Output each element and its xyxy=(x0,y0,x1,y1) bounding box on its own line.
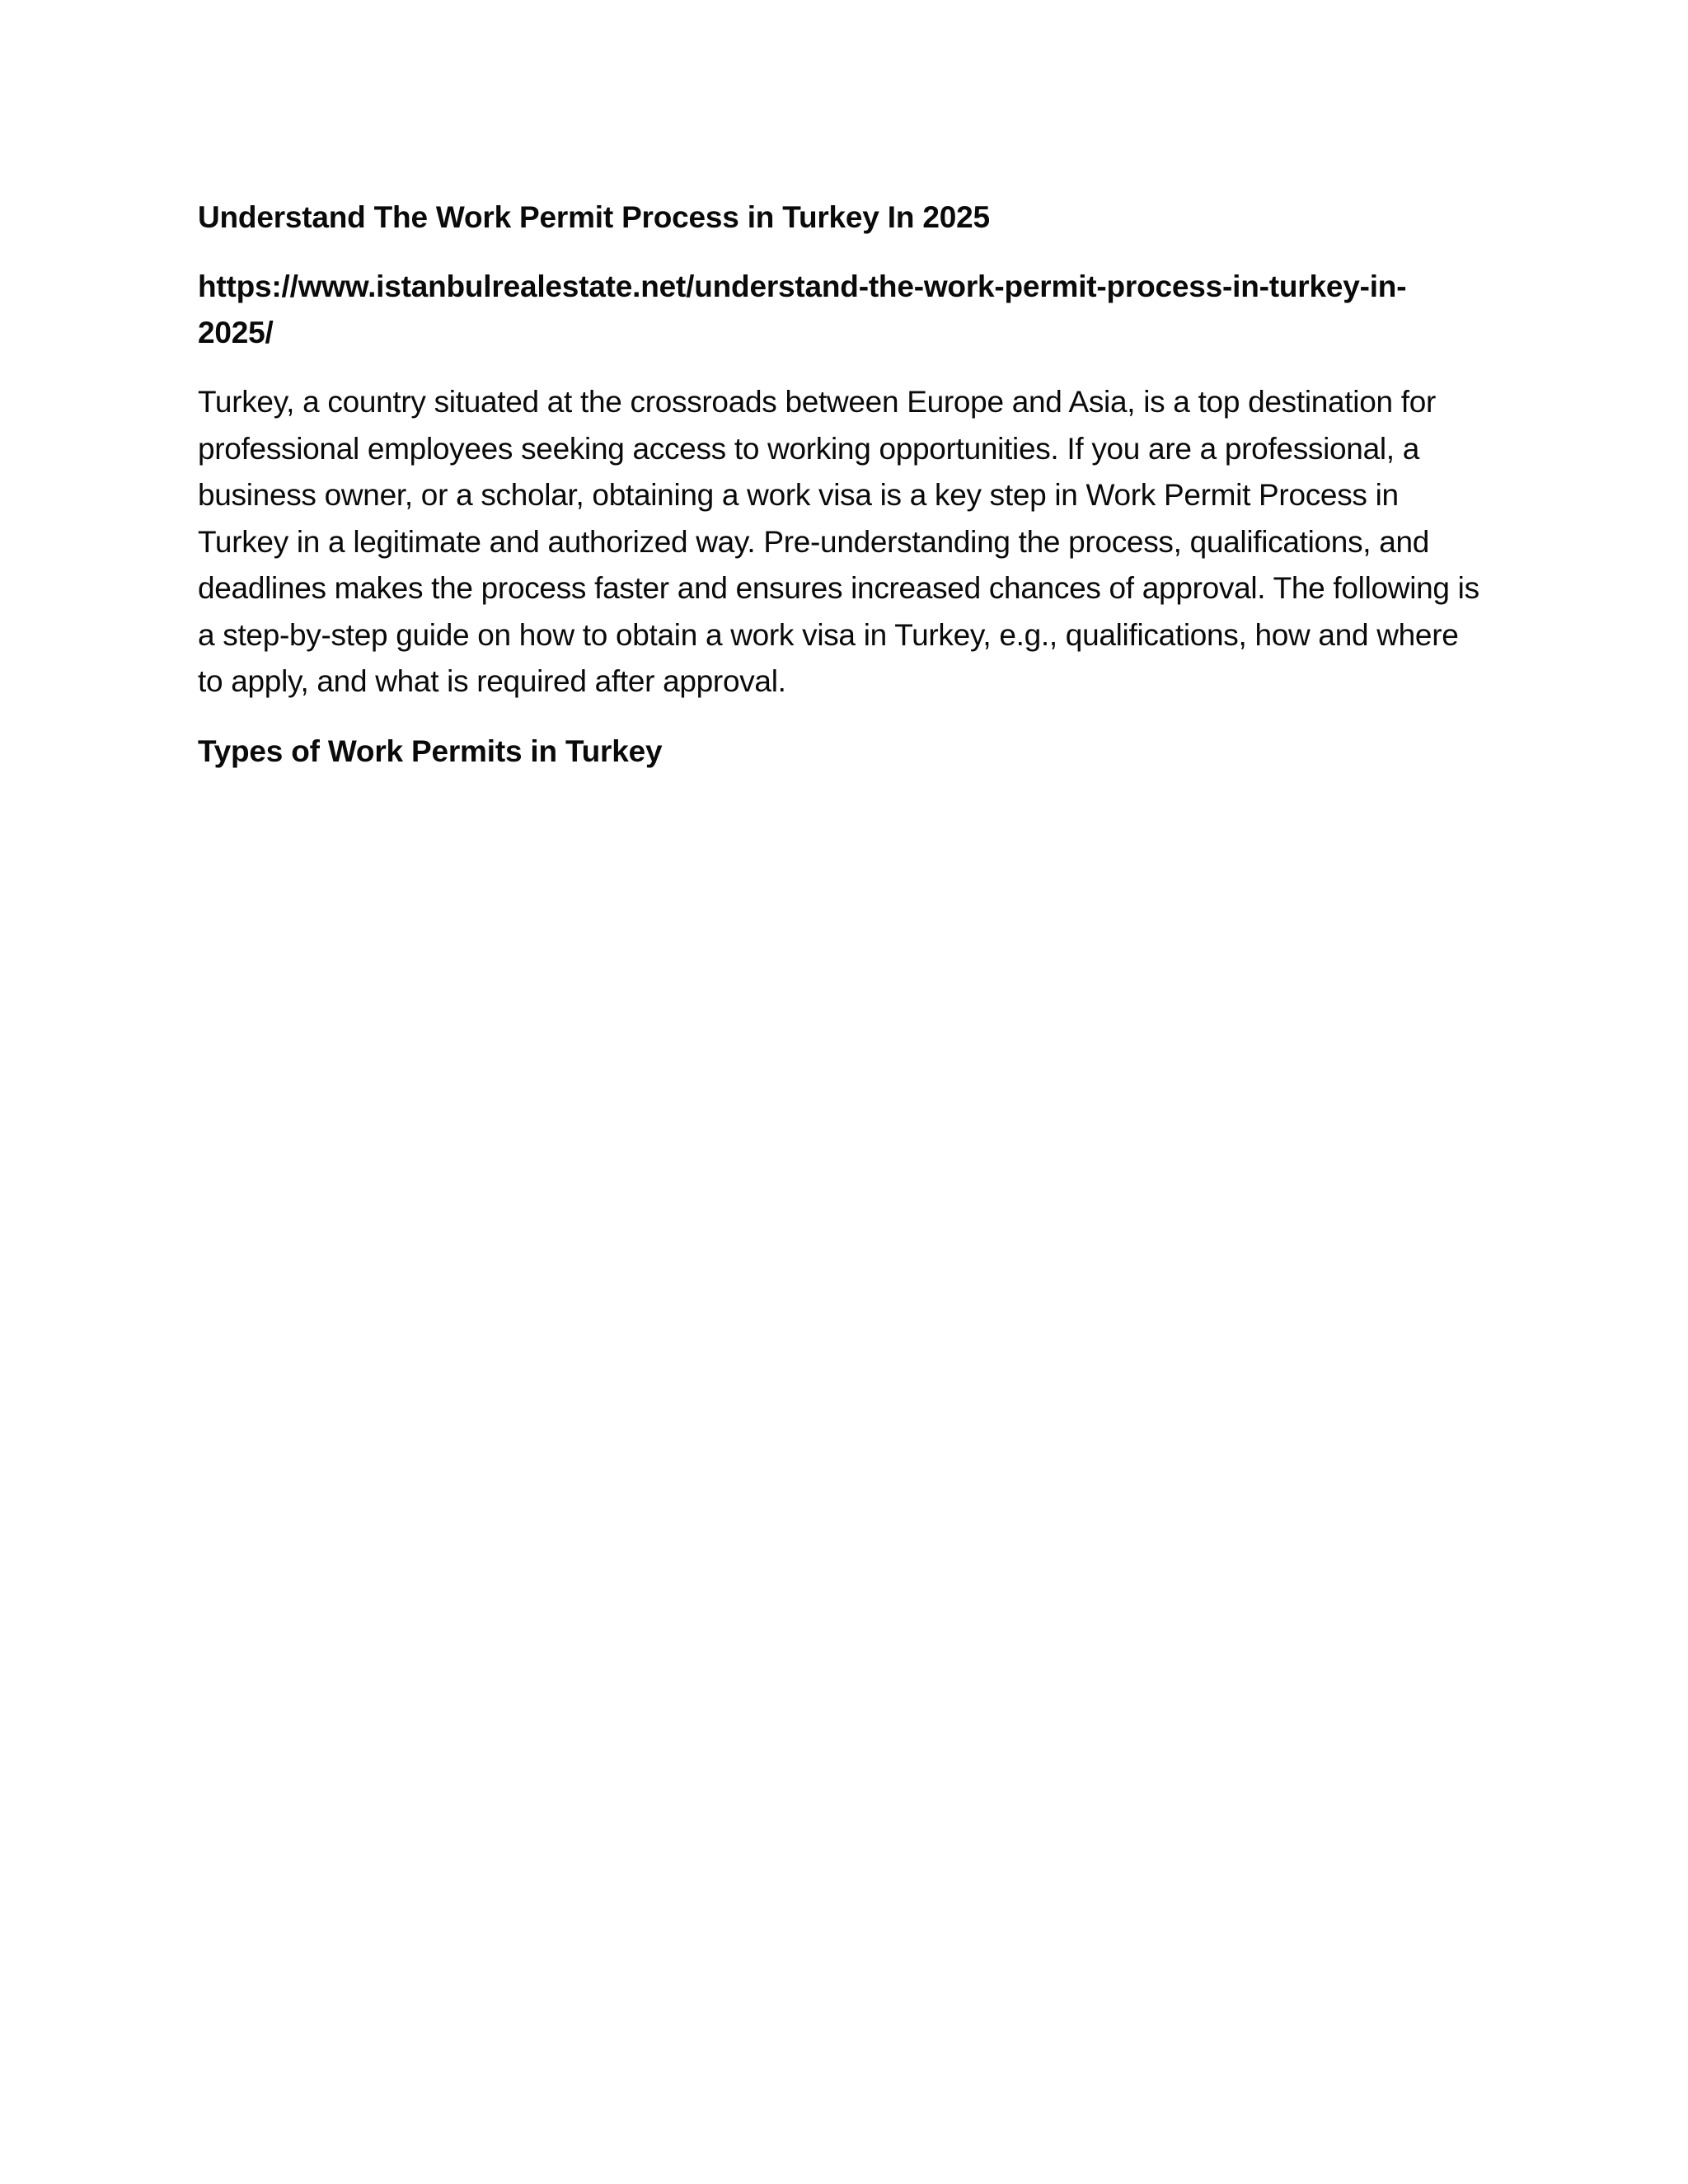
section-heading-work-permit-types: Types of Work Permits in Turkey xyxy=(198,733,663,768)
document-title: Understand The Work Permit Process in Turkey In 2025 xyxy=(198,200,990,234)
document-content xyxy=(198,194,1496,775)
source-url: https://www.istanbulrealestate.net/understand-the-work-permit-process-in-turkey-in-2025/ xyxy=(198,269,1407,349)
intro-paragraph: Turkey, a country situated at the crossroads between Europe and Asia, is a top destination for professional employees seeking access to working opportunities. If you are a professional, a business owner, or a scholar, obtaining a work visa is a key step in Work Permit Process in Turkey in a legitimate and authorized way. Pre-understanding the process, qualifications, and deadlines makes the process faster and ensures increased chances of approval. The following is a step-by-step guide on how to obtain a work visa in Turkey, e.g., qualifications, how and where to apply, and what is required after approval. xyxy=(198,385,1479,698)
